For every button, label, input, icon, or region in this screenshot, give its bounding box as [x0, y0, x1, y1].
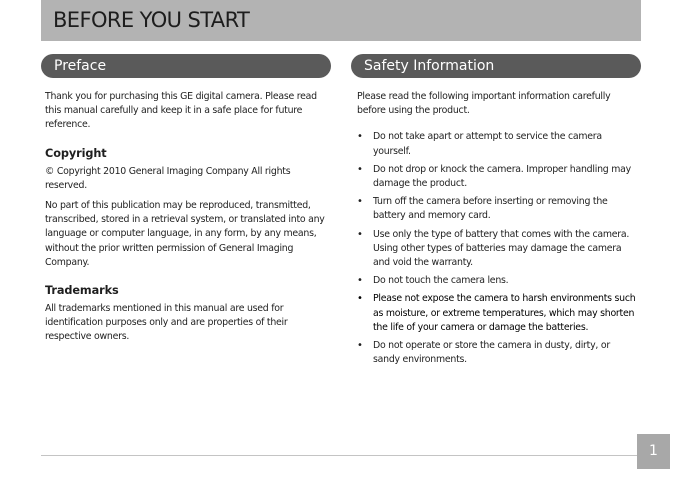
bullet-icon: • [357, 340, 363, 352]
preface-intro: Thank you for purchasing this GE digital camera. Please read this manual carefully and keep it in a safe place for future reference. [45, 91, 317, 131]
safety-list [357, 130, 637, 367]
copyright-body: No part of this publication may be reproduced, transmitted, transcribed, stored in a retrieval system, or translated into any language or computer language, in any form, by any means, without the prior written permission of General Imaging Company. [45, 200, 325, 268]
bullet-icon: • [357, 163, 363, 175]
safety-heading: Safety Information [351, 54, 641, 78]
list-item: • Do not touch the camera lens. [357, 274, 637, 288]
preface-column [45, 90, 327, 345]
footer-divider [41, 455, 638, 456]
header-banner [41, 0, 641, 41]
bullet-icon: • [357, 131, 363, 143]
copyright-heading: Copyright [45, 146, 107, 160]
list-item: • Use only the type of battery that comes with the camera. Using other types of batteries may damage the camera and void the warranty. [357, 228, 630, 269]
list-item: • Do not take apart or attempt to service the camera yourself. [357, 131, 602, 157]
bullet-icon: • [357, 275, 363, 287]
safety-intro: Please read the following important information carefully before using the product. [357, 91, 611, 117]
bullet-icon: • [357, 196, 363, 208]
list-item: • Please not expose the camera to harsh environments such as moisture, or extreme temperatures, which may shorten the life of your camera or damage the batteries. [357, 293, 636, 333]
list-item: • Do not operate or store the camera in dusty, dirty, or sandy environments. [357, 340, 610, 366]
copyright-line: © Copyright 2010 General Imaging Company All rights reserved. [45, 165, 291, 191]
page-number: 1 [637, 434, 670, 469]
trademarks-body: All trademarks mentioned in this manual are used for identification purposes only and are properties of their respective owners. [45, 303, 288, 343]
bullet-icon: • [357, 293, 363, 305]
bullet-icon: • [357, 228, 363, 240]
trademarks-heading: Trademarks [45, 284, 119, 298]
list-item: • Turn off the camera before inserting or removing the battery and memory card. [357, 196, 608, 222]
page-title: BEFORE YOU START [53, 8, 250, 32]
safety-column [357, 90, 637, 371]
preface-heading: Preface [41, 54, 331, 78]
list-item: • Do not drop or knock the camera. Improper handling may damage the product. [357, 163, 631, 190]
